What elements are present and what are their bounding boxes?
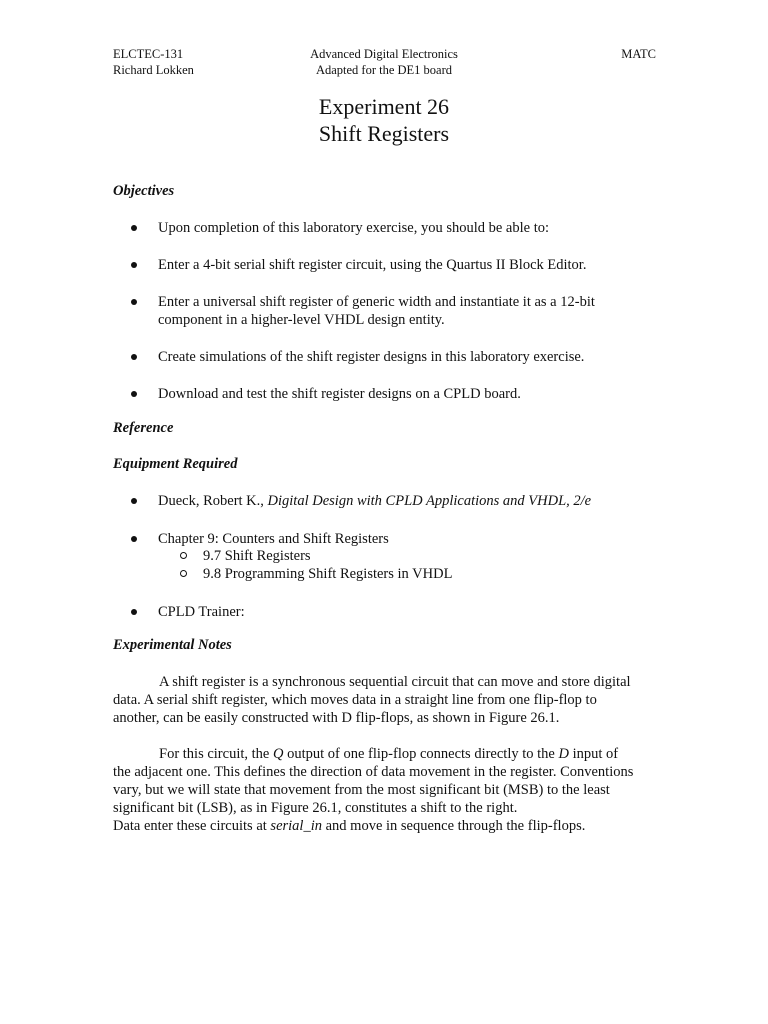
objective-item: Download and test the shift register designs on a CPLD board.: [158, 386, 521, 402]
text-run: For this circuit, the: [159, 746, 273, 762]
equipment-chapter: Chapter 9: Counters and Shift Registers: [158, 531, 389, 547]
equipment-book: [158, 492, 591, 510]
paragraph-line: data. A serial shift register, which moves data in a straight line from one flip-flop to: [113, 692, 597, 708]
paragraph-line: significant bit (LSB), as in Figure 26.1, constitutes a shift to the right.: [113, 800, 518, 816]
course-code: ELCTEC-131: [113, 47, 184, 61]
d-term: D: [558, 746, 569, 762]
book-author: Dueck, Robert K.,: [158, 493, 268, 509]
objective-item-continuation: component in a higher-level VHDL design entity.: [158, 312, 445, 328]
bullet-icon: [131, 299, 137, 305]
equipment-heading: Equipment Required: [113, 456, 238, 472]
header-center: [284, 46, 484, 78]
objective-item: Enter a 4-bit serial shift register circuit, using the Quartus II Block Editor.: [158, 257, 587, 273]
paragraph-line: vary, but we will state that movement from the most significant bit (MSB) to the least: [113, 782, 610, 798]
paragraph-line: A shift register is a synchronous sequential circuit that can move and store digital: [159, 674, 631, 690]
paragraph-line: the adjacent one. This defines the direction of data movement in the register. Conventions: [113, 764, 634, 780]
equipment-trainer: CPLD Trainer:: [158, 604, 245, 620]
page-title: Experiment 26: [318, 94, 450, 119]
bullet-icon: [131, 262, 137, 268]
objective-item: Upon completion of this laboratory exercise, you should be able to:: [158, 220, 550, 236]
bullet-icon: [131, 498, 137, 504]
page-subtitle: Shift Registers: [318, 121, 450, 146]
bullet-icon: [131, 225, 137, 231]
paragraph-line: [113, 745, 653, 763]
institution: MATC: [621, 47, 656, 61]
notes-paragraph-2: [113, 745, 653, 835]
bullet-icon: [131, 609, 137, 615]
paragraph-line: another, can be easily constructed with D flip-flops, as shown in Figure 26.1.: [113, 710, 560, 726]
chapter-section: 9.8 Programming Shift Registers in VHDL: [203, 566, 453, 582]
chapter-section: 9.7 Shift Registers: [203, 548, 311, 564]
text-run: output of one flip-flop connects directly to the: [283, 746, 559, 762]
bullet-icon: [131, 391, 137, 397]
objective-item: Enter a universal shift register of generic width and instantiate it as a 12-bit: [158, 294, 595, 310]
text-run: Data enter these circuits at: [113, 818, 271, 834]
course-title: Advanced Digital Electronics: [310, 47, 458, 61]
bullet-icon: [131, 536, 137, 542]
instructor-name: Richard Lokken: [113, 63, 194, 77]
bullet-icon: [131, 354, 137, 360]
paragraph-line: [113, 817, 653, 835]
text-run: input of: [568, 746, 619, 762]
objective-item: Create simulations of the shift register designs in this laboratory exercise.: [158, 349, 585, 365]
header-left: [113, 46, 194, 78]
text-run: and move in sequence through the flip-flops.: [321, 818, 586, 834]
q-term: Q: [272, 746, 284, 762]
adaptation-note: Adapted for the DE1 board: [315, 63, 453, 77]
serial-in-term: serial_in: [270, 818, 322, 834]
book-title: Digital Design with CPLD Applications and VHDL, 2/e: [267, 493, 592, 509]
header-right: [580, 46, 656, 62]
circle-bullet-icon: [180, 570, 187, 577]
circle-bullet-icon: [180, 552, 187, 559]
notes-heading: Experimental Notes: [113, 637, 232, 653]
notes-paragraph-1: [113, 673, 653, 727]
reference-heading: Reference: [113, 420, 174, 436]
objectives-heading: Objectives: [113, 183, 175, 199]
